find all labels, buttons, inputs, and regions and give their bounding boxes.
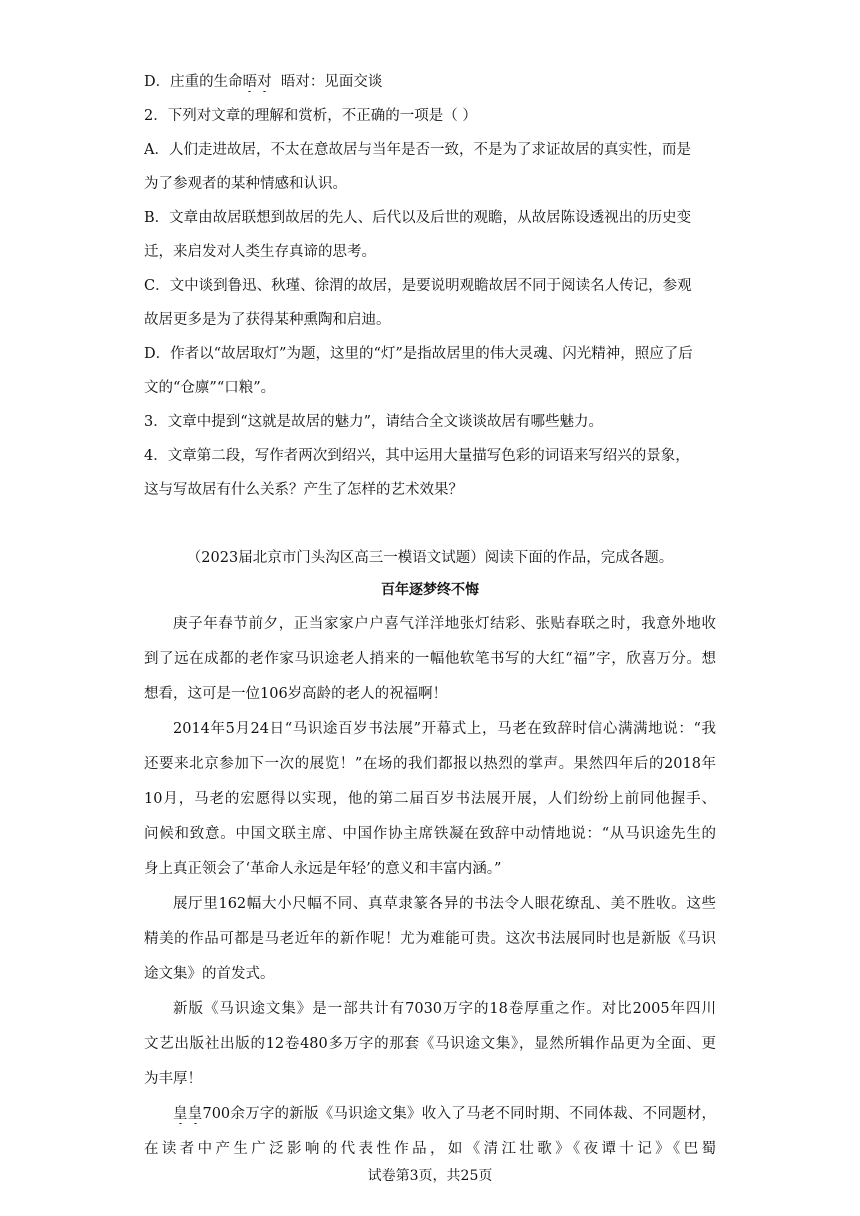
passage-intro: （2023届北京市门头沟区高三一模语文试题）阅读下面的作品，完成各题。 — [186, 550, 674, 566]
paragraph-1-line: 到了远在成都的老作家马识途老人捎来的一幅他软笔书写的大红“福”字，欣喜万分。想 — [144, 651, 716, 667]
q2-option-d-line1: D．作者以“故居取灯”为题，这里的“灯”是指故居里的伟大灵魂、闪光精神，照应了后 — [144, 346, 693, 362]
paragraph-2-line: 问候和致意。中国文联主席、中国作协主席铁凝在致辞中动情地说：“从马识途先生的 — [144, 826, 716, 842]
emphasis-char: 皇 — [173, 1106, 188, 1122]
paragraph-2-line: 10月，马老的宏愿得以实现，他的第二届百岁书法展开展，人们纷纷上前同他握手、 — [144, 791, 716, 807]
q2-option-a-line1: A．人们走进故居，不太在意故居与当年是否一致，不是为了求证故居的真实性，而是 — [144, 142, 691, 158]
paragraph-3-line: 展厅里162幅大小尺幅不同、真草隶篆各异的书法令人眼花缭乱、美不胜收。这些 — [173, 896, 716, 912]
paragraph-4-line: 为丰厚！ — [144, 1071, 202, 1087]
q2-option-d-line2: 文的“仓廪”“口粮”。 — [144, 380, 276, 396]
q2-option-b-line2: 迁，来启发对人类生存真谛的思考。 — [144, 244, 376, 260]
paragraph-1-line: 想看，这可是一位106岁高龄的老人的祝福啊！ — [144, 686, 448, 702]
emphasis-char: 皇 — [187, 1106, 203, 1122]
q4-stem-line2: 这与写故居有什么关系？产生了怎样的艺术效果？ — [144, 482, 463, 498]
paragraph-2-line: 2014年5月24日“马识途百岁书法展”开幕式上，马老在致辞时信心满满地说：“我 — [173, 721, 716, 737]
paragraph-5-line — [144, 1104, 716, 1124]
paragraph-5-line: 在读者中产生广泛影响的代表性作品，如《清江壮歌》《夜谭十记》《巴蜀 — [144, 1141, 716, 1157]
q2-option-b-line1: B．文章由故居联想到故居的先人、后代以及后世的观瞻，从故居陈设透视出的历史变 — [144, 210, 692, 226]
q2-option-c-line2: 故居更多是为了获得某种熏陶和启迪。 — [144, 312, 391, 328]
paragraph-4-line: 新版《马识途文集》是一部共计有7030万字的18卷厚重之作。对比2005年四川 — [173, 1001, 716, 1017]
q1-option-d — [144, 72, 719, 92]
passage-title: 百年逐梦终不悔 — [381, 582, 479, 598]
paragraph-1-line: 庚子年春节前夕，正当家家户户喜气洋洋地张灯结彩、张贴春联之时，我意外地收 — [173, 616, 716, 632]
page-footer: 试卷第3页，共25页 — [367, 1168, 493, 1184]
emphasis-char: 对 — [257, 74, 272, 90]
q2-stem: 2．下列对文章的理解和赏析，不正确的一项是（ ） — [144, 108, 477, 124]
q1d-prefix: D．庄重的生命 — [144, 74, 243, 90]
paragraph-4-line: 文艺出版社出版的12卷480多万字的那套《马识途文集》，显然所辑作品更为全面、更 — [144, 1036, 716, 1052]
paragraph-3-line: 途文集》的首发式。 — [144, 966, 275, 982]
paragraph-5-line1-rest: 700余万字的新版《马识途文集》收入了马老不同时期、不同体裁、不同题材， — [202, 1106, 716, 1122]
paragraph-2-line: 身上真正领会了‘革命人永远是年轻’的意义和丰富内涵。” — [144, 861, 502, 877]
q2-option-c-line1: C．文中谈到鲁迅、秋瑾、徐渭的故居，是要说明观瞻故居不同于阅读名人传记，参观 — [144, 278, 692, 294]
q3-stem: 3．文章中提到“这就是故居的魅力”，请结合全文谈谈故居有哪些魅力。 — [144, 414, 604, 430]
q1d-suffix: 晤对：见面交谈 — [271, 74, 383, 90]
paragraph-3-line: 精美的作品可都是马老近年的新作呢！尤为难能可贵。这次书法展同时也是新版《马识 — [144, 931, 716, 947]
q2-option-a-line2: 为了参观者的某种情感和认识。 — [144, 176, 347, 192]
emphasis-char: 晤 — [242, 74, 258, 90]
paragraph-2-line: 还要来北京参加下一次的展览！”在场的我们都报以热烈的掌声。果然四年后的2018年 — [144, 756, 716, 772]
q4-stem-line1: 4．文章第二段，写作者两次到绍兴，其中运用大量描写色彩的词语来写绍兴的景象， — [144, 448, 690, 464]
